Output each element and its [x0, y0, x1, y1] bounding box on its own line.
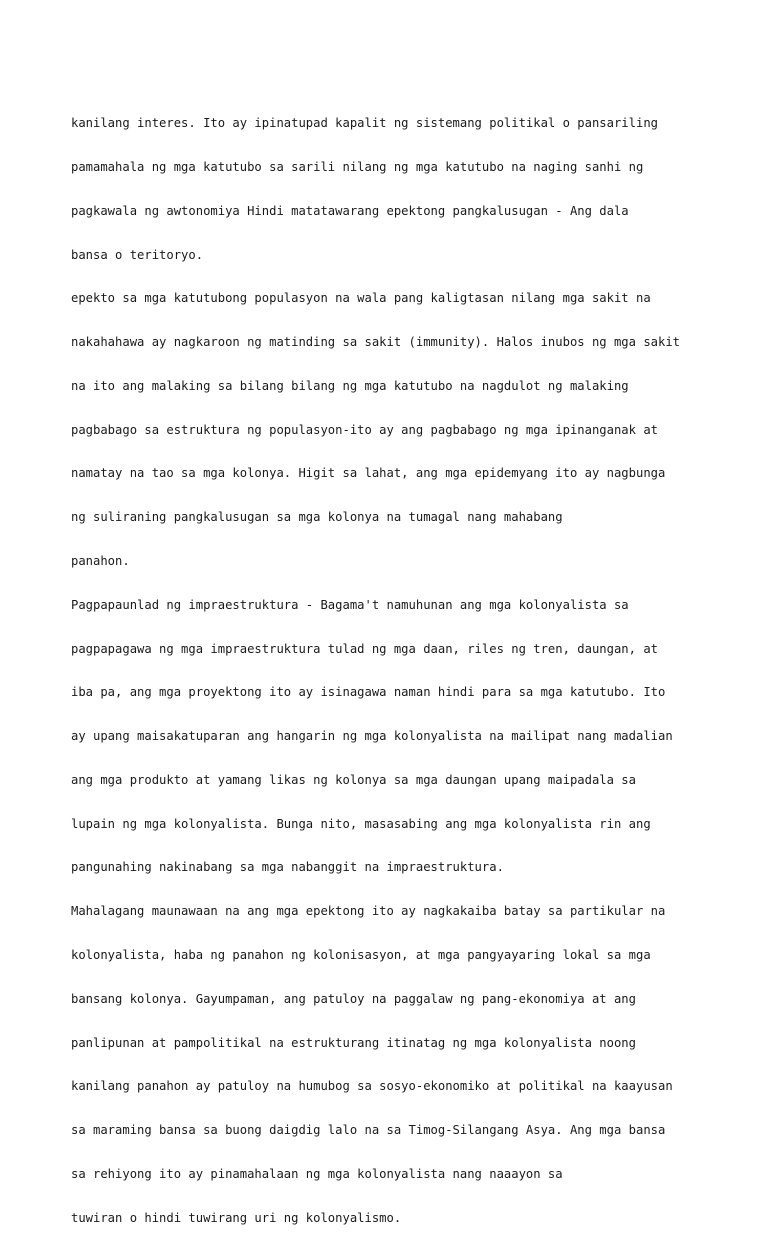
text-line: sa rehiyong ito ay pinamahalaan ng mga kolonyalista nang naaayon sa — [71, 1166, 563, 1181]
text-line: kanilang panahon ay patuloy na humubog sa sosyo-ekonomiko at politikal na kaayusan — [71, 1079, 673, 1094]
text-line: pagbabago sa estruktura ng populasyon-ito ay ang pagbabago ng mga ipinanganak at — [71, 422, 658, 437]
text-line: iba pa, ang mga proyektong ito ay isinagawa naman hindi para sa mga katutubo. Ito — [71, 685, 666, 700]
text-line: sa maraming bansa sa buong daigdig lalo na sa Timog-Silangang Asya. Ang mga bansa — [71, 1123, 666, 1138]
text-line: panlipunan at pampolitikal na estrukturang itinatag ng mga kolonyalista noong — [71, 1035, 636, 1050]
text-line: epekto sa mga katutubong populasyon na wala pang kaligtasan nilang mga sakit na — [71, 291, 651, 306]
text-line: pangunahing nakinabang sa mga nabanggit na impraestruktura. — [71, 860, 504, 875]
text-line: tuwiran o hindi tuwirang uri ng kolonyalismo. — [71, 1210, 402, 1225]
text-line: kanilang interes. Ito ay ipinatupad kapalit ng sistemang politikal o pansariling — [71, 116, 658, 131]
text-line: na ito ang malaking sa bilang bilang ng mga katutubo na nagdulot ng malaking — [71, 378, 629, 393]
text-line: pagkawala ng awtonomiya Hindi matatawarang epektong pangkalusugan - Ang dala — [71, 203, 629, 218]
text-line: ay upang maisakatuparan ang hangarin ng mga kolonyalista na mailipat nang madalian — [71, 729, 673, 744]
text-line: pagpapagawa ng mga impraestruktura tulad ng mga daan, riles ng tren, daungan, at — [71, 641, 658, 656]
text-line: Mahalagang maunawaan na ang mga epektong ito ay nagkakaiba batay sa partikular na — [71, 904, 666, 919]
text-line: bansa o teritoryo. — [71, 247, 204, 262]
text-line: Pagpapaunlad ng impraestruktura - Bagama't namuhunan ang mga kolonyalista sa — [71, 597, 629, 612]
text-line: bansang kolonya. Gayumpaman, ang patuloy na paggalaw ng pang-ekonomiya at ang — [71, 991, 636, 1006]
text-line: pamamahala ng mga katutubo sa sarili nilang ng mga katutubo na naging sanhi ng — [71, 159, 644, 174]
text-line: nakahahawa ay nagkaroon ng matinding sa sakit (immunity). Halos inubos ng mga sakit — [71, 335, 681, 350]
document-body-text — [71, 87, 721, 1255]
text-line: ang mga produkto at yamang likas ng kolonya sa mga daungan upang maipadala sa — [71, 772, 636, 787]
text-line: kolonyalista, haba ng panahon ng kolonisasyon, at mga pangyayaring lokal sa mga — [71, 948, 651, 963]
text-line: ng suliraning pangkalusugan sa mga kolonya na tumagal nang mahabang — [71, 510, 563, 525]
text-line: lupain ng mga kolonyalista. Bunga nito, masasabing ang mga kolonyalista rin ang — [71, 816, 651, 831]
text-line: namatay na tao sa mga kolonya. Higit sa lahat, ang mga epidemyang ito ay nagbunga — [71, 466, 666, 481]
text-line: panahon. — [71, 554, 130, 568]
